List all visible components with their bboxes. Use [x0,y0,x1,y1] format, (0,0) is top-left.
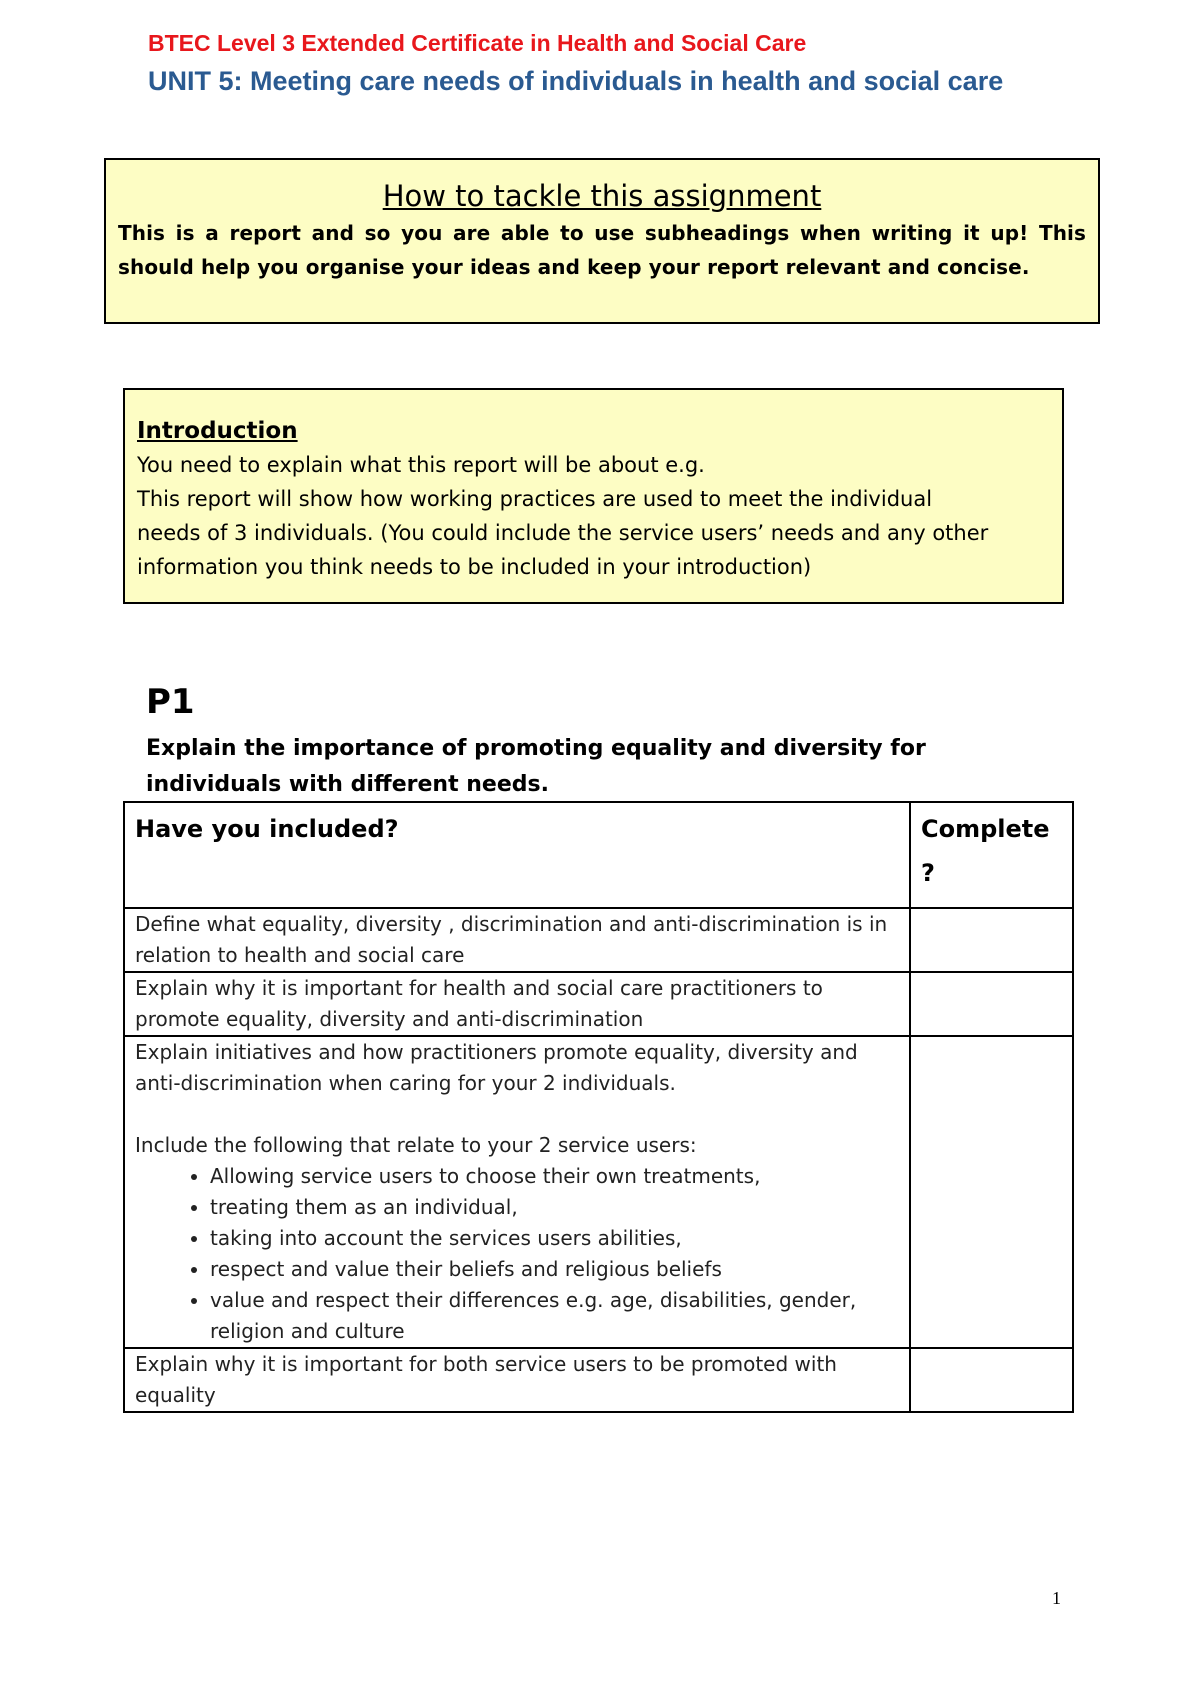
criteria-cell: Define what equality, diversity , discrimination and anti-discrimination is in relation to health and social care [124,908,910,972]
p1-description: Explain the importance of promoting equality and diversity for individuals with different needs. [146,736,926,797]
list-item: • Allowing service users to choose their own treatments, [210,1161,899,1192]
table-row [124,972,1073,1036]
list-item: • respect and value their beliefs and religious beliefs [210,1254,899,1285]
introduction-line: This report will show how working practices are used to meet the individual [137,487,933,511]
tackle-title: How to tackle this assignment [382,179,822,213]
introduction-line: information you think needs to be included in your introduction) [137,555,812,579]
checklist-table [123,801,1074,1413]
criteria-bullet-list [135,1161,899,1347]
criteria-text: Explain initiatives and how practitioners promote equality, diversity and anti-discrimination when caring for your 2 individuals. [135,1040,858,1095]
p1-heading: P1 [146,682,195,722]
course-title: BTEC Level 3 Extended Certificate in Health and Social Care [148,30,807,56]
header-included: Have you included? [124,802,910,908]
introduction-line: needs of 3 individuals. (You could include the service users’ needs and any other [137,521,989,545]
table-row [124,1348,1073,1412]
criteria-cell: Explain why it is important for health and social care practitioners to promote equality, diversity and anti-discrimination [124,972,910,1036]
complete-cell[interactable] [910,908,1073,972]
unit-title: UNIT 5: Meeting care needs of individuals in health and social care [148,66,1004,96]
tackle-body: This is a report and so you are able to use subheadings when writing it up! This should help you organise your ideas and keep your report relevant and concise. [118,221,1086,279]
list-item: • value and respect their differences e.g. age, disabilities, gender, religion and culture [210,1285,899,1347]
list-item: • taking into account the services users abilities, [210,1223,899,1254]
header-complete: Complete ? [910,802,1073,908]
criteria-list-intro: Include the following that relate to your 2 service users: [135,1133,697,1157]
tackle-assignment-box [104,158,1100,324]
table-header-row [124,802,1073,908]
introduction-box [123,388,1064,604]
table-row [124,1036,1073,1348]
complete-cell[interactable] [910,1348,1073,1412]
list-item: • treating them as an individual, [210,1192,899,1223]
criteria-cell: Explain why it is important for both service users to be promoted with equality [124,1348,910,1412]
introduction-title: Introduction [137,418,298,444]
introduction-line: You need to explain what this report will be about e.g. [137,453,705,477]
complete-cell[interactable] [910,972,1073,1036]
complete-cell[interactable] [910,1036,1073,1348]
criteria-cell [124,1036,910,1348]
table-row [124,908,1073,972]
page-number: 1 [1052,1588,1061,1608]
